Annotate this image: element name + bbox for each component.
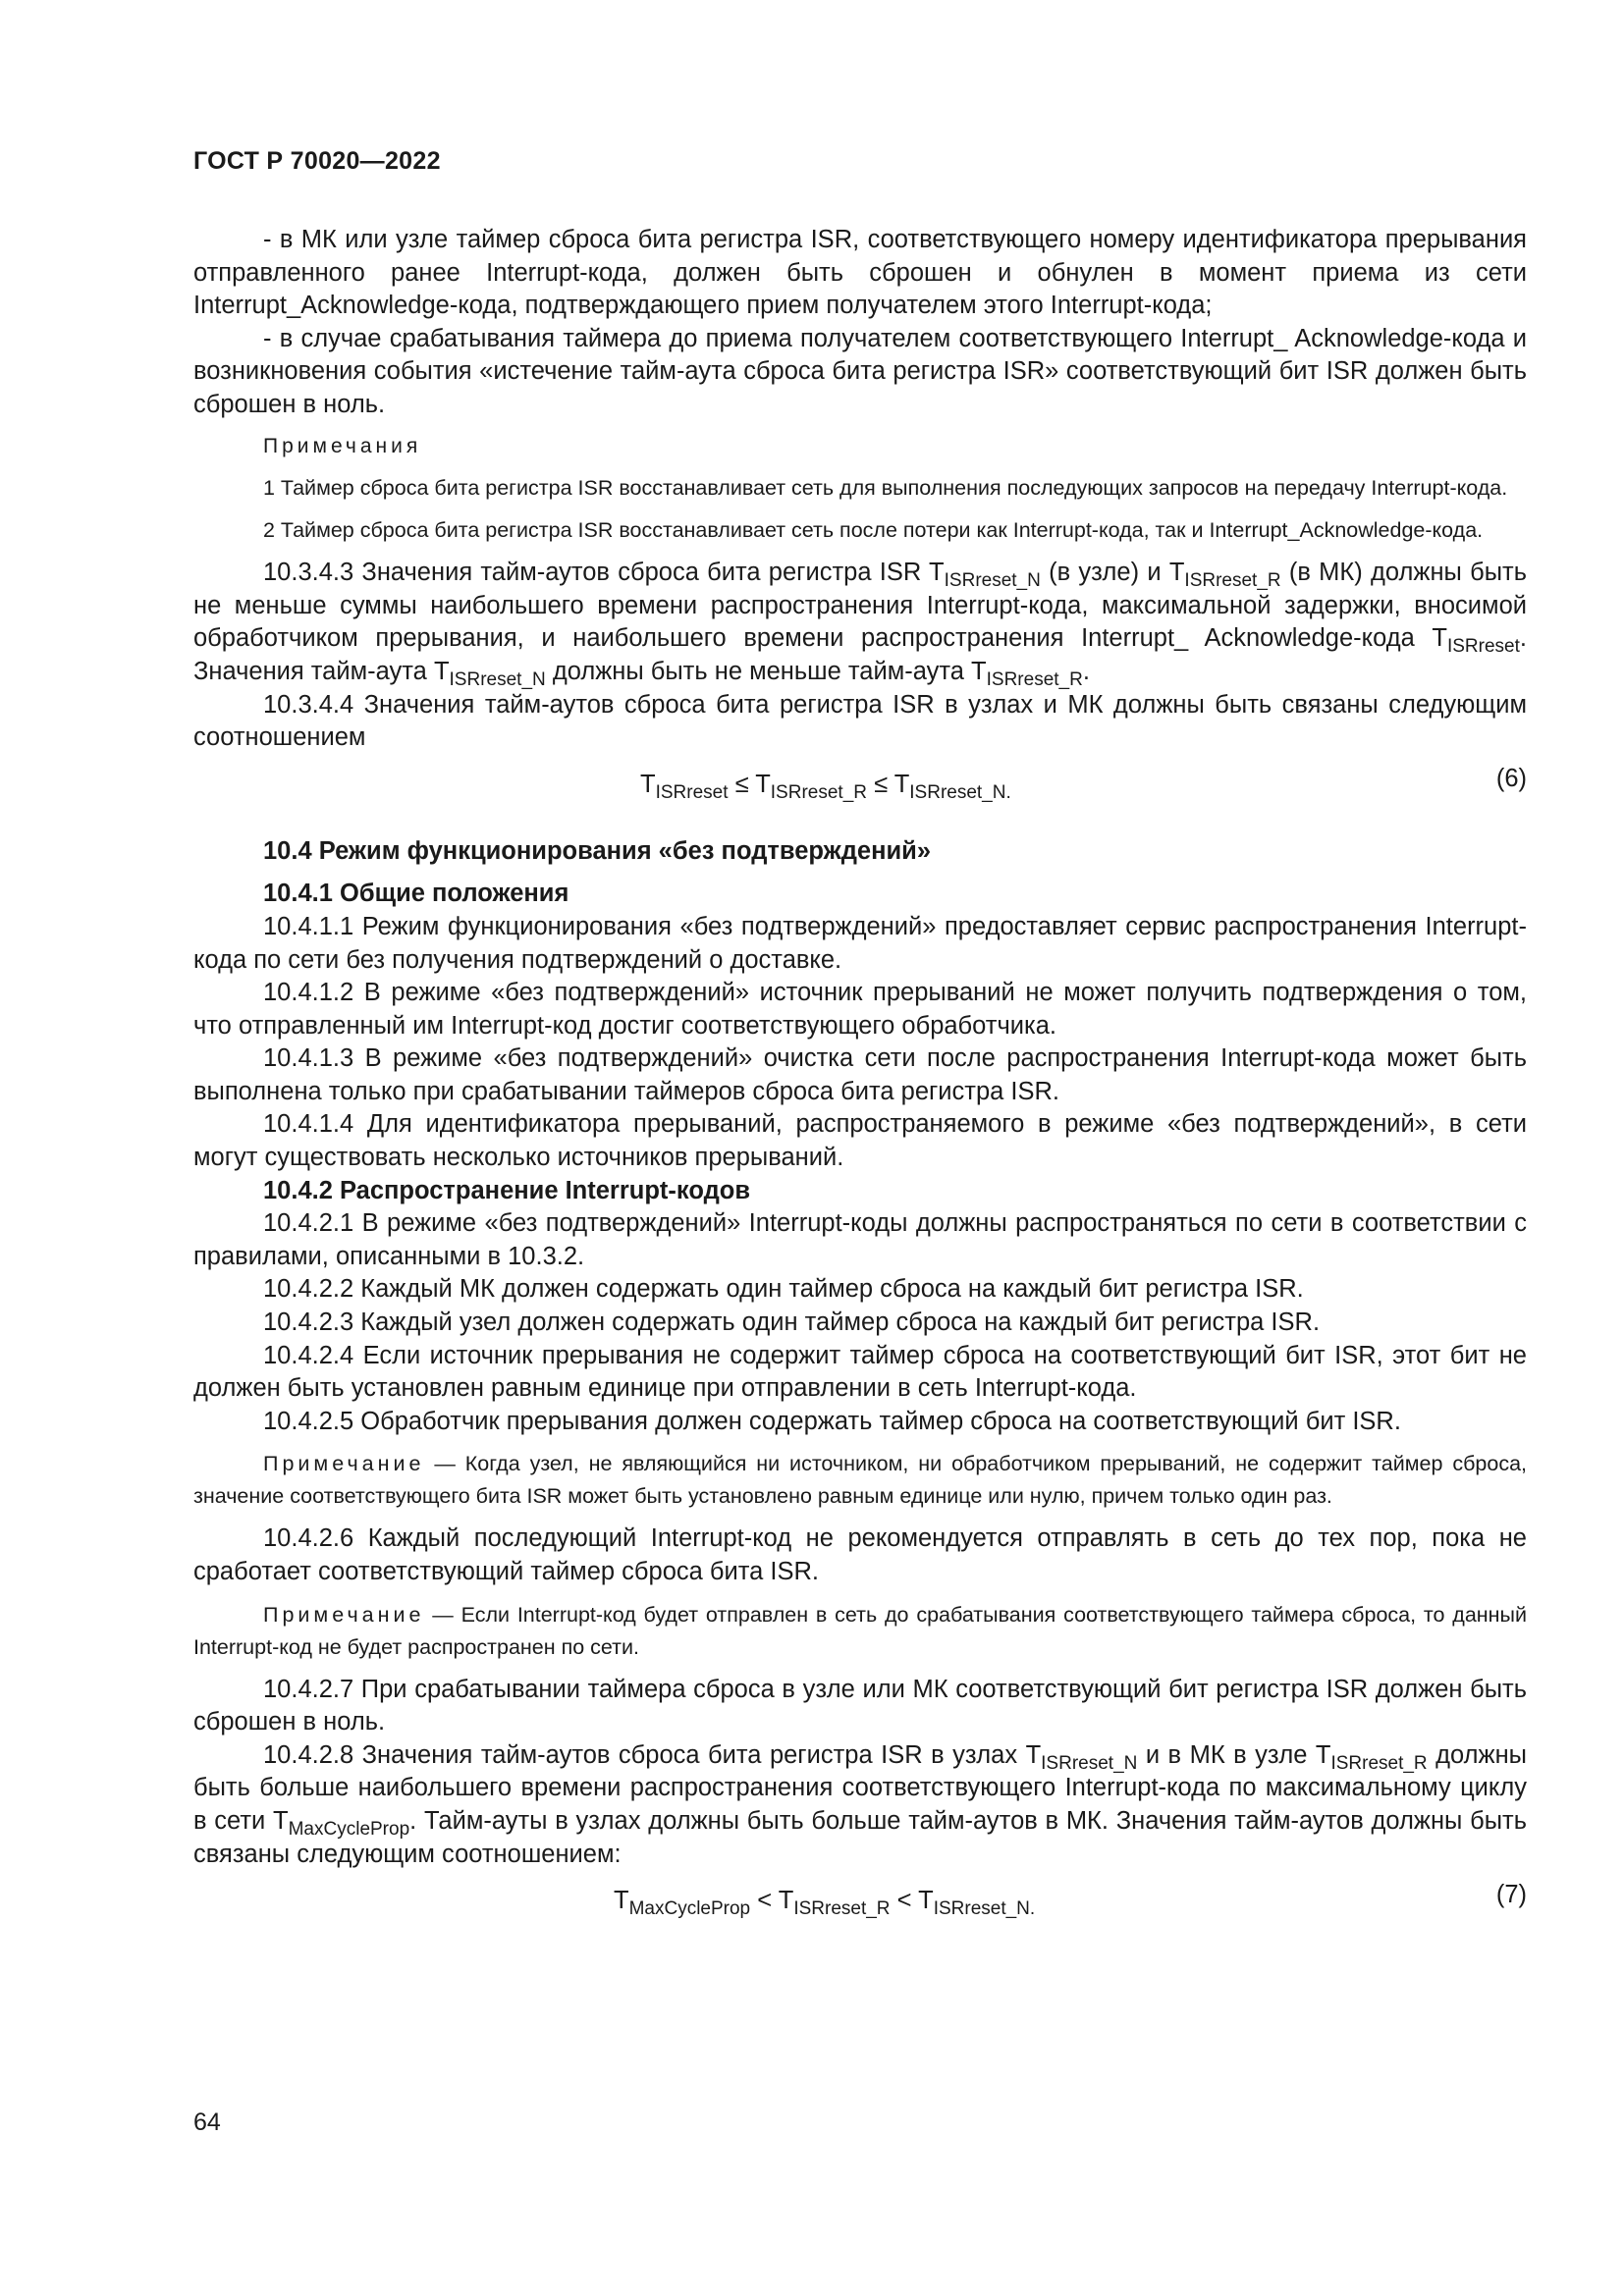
- note-1: 1 Таймер сброса бита регистра ISR восстанавливает сеть для выполнения последующих запросов на передачу Interrupt-кода.: [263, 476, 1508, 501]
- paragraph-10-4-2-7: 10.4.2.7 При срабатывании таймера сброса в узле или МК соответствующий бит регистра ISR должен быть сброшен в ноль.: [193, 1675, 1527, 1736]
- paragraph-10-4-2-1: 10.4.2.1 В режиме «без подтверждений» Interrupt-коды должны распространяться по сети в соответствии с правилами, описанными в 10.3.2.: [193, 1209, 1527, 1270]
- paragraph-10-4-2-3: 10.4.2.3 Каждый узел должен содержать один таймер сброса на каждый бит регистра ISR.: [263, 1308, 1321, 1337]
- paragraph-10-4-2-2: 10.4.2.2 Каждый МК должен содержать один таймер сброса на каждый бит регистра ISR.: [263, 1275, 1304, 1304]
- section-heading-10-4: 10.4 Режим функционирования «без подтверждений»: [263, 836, 932, 865]
- formula-7-number: (7): [1495, 1881, 1527, 1909]
- section-heading-10-4-2: 10.4.2 Распространение Interrupt-кодов: [263, 1176, 751, 1204]
- paragraph-10-4-1-4: 10.4.1.4 Для идентификатора прерываний, распространяемого в режиме «без подтверждений», в сети могут существовать несколько источников прерываний.: [193, 1110, 1527, 1172]
- note-3: Примечание — Когда узел, не являющийся ни источником, ни обработчиком прерываний, не содержит таймер сброса, значение соответствующего бита ISR может быть установлено равным единице или нулю, причем только один раз.: [193, 1452, 1527, 1509]
- notes-heading: Примечания: [263, 434, 422, 457]
- paragraph-10-4-2-5: 10.4.2.5 Обработчик прерывания должен содержать таймер сброса на соответствующий бит ISR.: [263, 1407, 1401, 1435]
- formula-6-number: (6): [1495, 764, 1527, 792]
- paragraph-10-4-1-2: 10.4.1.2 В режиме «без подтверждений» источник прерываний не может получить подтверждения о том, что отправленный им Interrupt-код достиг соответствующего обработчика.: [193, 979, 1527, 1040]
- section-heading-10-4-1: 10.4.1 Общие положения: [263, 880, 569, 908]
- paragraph-10-4-1-1: 10.4.1.1 Режим функционирования «без подтверждений» предоставляет сервис распространения Interrupt-кода по сети без получения подтверждений о доставке.: [193, 912, 1527, 974]
- paragraph-10-4-2-4: 10.4.2.4 Если источник прерывания не содержит таймер сброса на соответствующий бит ISR, этот бит не должен быть установлен равным единице при отправлении в сеть Interrupt-кода.: [193, 1341, 1527, 1403]
- paragraph-10-3-4-3: 10.3.4.3 Значения тайм-аутов сброса бита регистра ISR $T_{ISRreset\_N}$ (в узле) и $T_{ISRreset\_R}$ (в МК) должны быть не меньше суммы наибольшего времени распространения Interrupt-кода, максимальной задержки, вносимой обработчиком прерывания, и наибольшего времени распространения Interrupt_ Acknowledge-кода $T_{ISRreset}$. Значения тайм-аута $T_{ISRreset\_N}$ должны быть не меньше тайм-аута $T_{ISRreset\_R}$.: [193, 559, 1527, 690]
- note-2: 2 Таймер сброса бита регистра ISR восстанавливает сеть после потери как Interrupt-кода, так и Interrupt_Acknowledge-кода.: [263, 518, 1484, 543]
- formula-7: [193, 1871, 1527, 1930]
- document-header: ГОСТ Р 70020—2022: [193, 147, 441, 175]
- formula-7-expression: $T_{MaxCycleProp} < T_{ISRreset\_R} < T_{ISRreset\_N.}$: [614, 1887, 1036, 1920]
- paragraph-bullet-1: - в МК или узле таймер сброса бита регистра ISR, соответствующего номеру идентификатора прерывания отправленного ранее Interrupt-кода, должен быть сброшен и обнулен в момент приема из сети Interrupt_Acknowledge-кода, подтверждающего прием получателем этого Interrupt-кода;: [193, 226, 1527, 320]
- paragraph-10-4-2-6: 10.4.2.6 Каждый последующий Interrupt-код не рекомендуется отправлять в сеть до тех пор, пока не сработает соответствующий таймер сброса бита ISR.: [193, 1524, 1527, 1585]
- paragraph-10-4-2-8: 10.4.2.8 Значения тайм-аутов сброса бита регистра ISR в узлах $T_{ISRreset\_N}$ и в МК в узле $T_{ISRreset\_R}$ должны быть больше наибольшего времени распространения соответствующего Interrupt-кода по максимальному циклу в сети $T_{MaxCycleProp}$. Тайм-ауты в узлах должны быть больше тайм-аутов в МК. Значения тайм-аутов должны быть связаны следующим соотношением:: [193, 1740, 1527, 1868]
- formula-6-expression: $T_{ISRreset} \le T_{ISRreset\_R} \le T_{ISRreset\_N.}$: [640, 770, 1011, 803]
- formula-6: [193, 755, 1527, 814]
- paragraph-10-3-4-4: 10.3.4.4 Значения тайм-аутов сброса бита регистра ISR в узлах и МК должны быть связаны следующим соотношением: [193, 690, 1527, 752]
- document-body: [193, 224, 1527, 1930]
- page-number: 64: [193, 2109, 221, 2136]
- paragraph-bullet-2: - в случае срабатывания таймера до приема получателем соответствующего Interrupt_ Acknowledge-кода и возникновения события «истечение тайм-аута сброса бита регистра ISR» соответствующий бит ISR должен быть сброшен в ноль.: [193, 324, 1527, 418]
- note-4: Примечание — Если Interrupt-код будет отправлен в сеть до срабатывания соответствующего таймера сброса, то данный Interrupt-код не будет распространен по сети.: [193, 1602, 1527, 1659]
- paragraph-10-4-1-3: 10.4.1.3 В режиме «без подтверждений» очистка сети после распространения Interrupt-кода может быть выполнена только при срабатывании таймеров сброса бита регистра ISR.: [193, 1044, 1527, 1105]
